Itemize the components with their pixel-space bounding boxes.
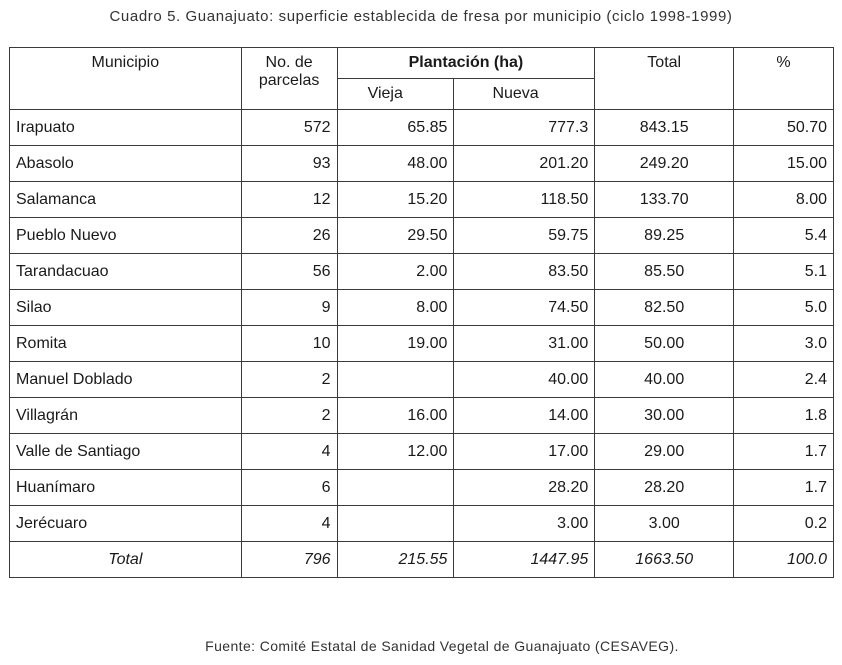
cell-parcelas: 2 (241, 362, 337, 398)
cell-pct: 5.0 (734, 290, 834, 326)
table-body (10, 110, 834, 578)
strawberry-surface-table (9, 47, 834, 578)
cell-nueva: 3.00 (454, 506, 595, 542)
cell-nueva: 201.20 (454, 146, 595, 182)
table-row (10, 254, 834, 290)
cell-pct: 2.4 (734, 362, 834, 398)
cell-parcelas: 4 (241, 434, 337, 470)
table-caption: Cuadro 5. Guanajuato: superficie establecida de fresa por municipio (ciclo 1998-1999) (109, 8, 733, 25)
cell-vieja: 65.85 (337, 110, 454, 146)
table-row (10, 362, 834, 398)
cell-pct: 3.0 (734, 326, 834, 362)
cell-vieja: 16.00 (337, 398, 454, 434)
total-cell-nueva: 1447.95 (454, 542, 595, 578)
cell-vieja: 29.50 (337, 218, 454, 254)
cell-nueva: 118.50 (454, 182, 595, 218)
total-cell-pct: 100.0 (734, 542, 834, 578)
cell-vieja (337, 470, 454, 506)
cell-vieja: 8.00 (337, 290, 454, 326)
cell-nueva: 83.50 (454, 254, 595, 290)
table-row (10, 434, 834, 470)
cell-municipio: Abasolo (10, 146, 242, 182)
cell-total: 249.20 (595, 146, 734, 182)
table-row (10, 218, 834, 254)
cell-municipio: Salamanca (10, 182, 242, 218)
cell-parcelas: 93 (241, 146, 337, 182)
table-row (10, 290, 834, 326)
header-plantacion: Plantación (ha) (337, 48, 595, 79)
source-note: Fuente: Comité Estatal de Sanidad Vegetal de Guanajuato (CESAVEG). (205, 638, 679, 654)
cell-pct: 8.00 (734, 182, 834, 218)
table-row (10, 398, 834, 434)
cell-pct: 15.00 (734, 146, 834, 182)
cell-pct: 1.8 (734, 398, 834, 434)
cell-municipio: Tarandacuao (10, 254, 242, 290)
cell-municipio: Villagrán (10, 398, 242, 434)
table-row (10, 182, 834, 218)
cell-parcelas: 9 (241, 290, 337, 326)
cell-parcelas: 10 (241, 326, 337, 362)
cell-nueva: 28.20 (454, 470, 595, 506)
header-parcelas-line1: No. de (265, 54, 313, 71)
total-cell-municipio: Total (10, 542, 242, 578)
cell-vieja (337, 362, 454, 398)
total-cell-total: 1663.50 (595, 542, 734, 578)
cell-pct: 5.4 (734, 218, 834, 254)
header-parcelas (241, 48, 337, 110)
header-parcelas-line2: parcelas (258, 72, 320, 89)
cell-municipio: Manuel Doblado (10, 362, 242, 398)
cell-vieja: 48.00 (337, 146, 454, 182)
header-nueva: Nueva (454, 79, 595, 110)
cell-parcelas: 56 (241, 254, 337, 290)
cell-pct: 1.7 (734, 470, 834, 506)
cell-total: 40.00 (595, 362, 734, 398)
cell-vieja: 19.00 (337, 326, 454, 362)
cell-total: 82.50 (595, 290, 734, 326)
table-row (10, 110, 834, 146)
cell-total: 29.00 (595, 434, 734, 470)
cell-municipio: Pueblo Nuevo (10, 218, 242, 254)
cell-parcelas: 2 (241, 398, 337, 434)
header-total: Total (595, 48, 734, 110)
cell-vieja: 15.20 (337, 182, 454, 218)
cell-vieja (337, 506, 454, 542)
cell-total: 133.70 (595, 182, 734, 218)
table-row (10, 146, 834, 182)
cell-pct: 50.70 (734, 110, 834, 146)
cell-parcelas: 26 (241, 218, 337, 254)
cell-municipio: Valle de Santiago (10, 434, 242, 470)
cell-municipio: Irapuato (10, 110, 242, 146)
cell-total: 28.20 (595, 470, 734, 506)
cell-pct: 5.1 (734, 254, 834, 290)
table-row (10, 470, 834, 506)
table-row (10, 326, 834, 362)
total-cell-vieja: 215.55 (337, 542, 454, 578)
cell-municipio: Jerécuaro (10, 506, 242, 542)
header-municipio: Municipio (10, 48, 242, 110)
cell-nueva: 777.3 (454, 110, 595, 146)
total-cell-parcelas: 796 (241, 542, 337, 578)
cell-municipio: Romita (10, 326, 242, 362)
totals-row (10, 542, 834, 578)
cell-nueva: 14.00 (454, 398, 595, 434)
cell-vieja: 2.00 (337, 254, 454, 290)
cell-nueva: 59.75 (454, 218, 595, 254)
header-pct: % (734, 48, 834, 110)
cell-nueva: 74.50 (454, 290, 595, 326)
table-row (10, 506, 834, 542)
cell-pct: 0.2 (734, 506, 834, 542)
cell-total: 50.00 (595, 326, 734, 362)
cell-parcelas: 6 (241, 470, 337, 506)
cell-municipio: Huanímaro (10, 470, 242, 506)
cell-total: 85.50 (595, 254, 734, 290)
cell-total: 3.00 (595, 506, 734, 542)
cell-total: 89.25 (595, 218, 734, 254)
cell-total: 30.00 (595, 398, 734, 434)
header-vieja: Vieja (337, 79, 454, 110)
cell-nueva: 40.00 (454, 362, 595, 398)
cell-parcelas: 12 (241, 182, 337, 218)
cell-nueva: 17.00 (454, 434, 595, 470)
cell-nueva: 31.00 (454, 326, 595, 362)
cell-parcelas: 4 (241, 506, 337, 542)
cell-pct: 1.7 (734, 434, 834, 470)
cell-total: 843.15 (595, 110, 734, 146)
cell-municipio: Silao (10, 290, 242, 326)
cell-parcelas: 572 (241, 110, 337, 146)
cell-vieja: 12.00 (337, 434, 454, 470)
